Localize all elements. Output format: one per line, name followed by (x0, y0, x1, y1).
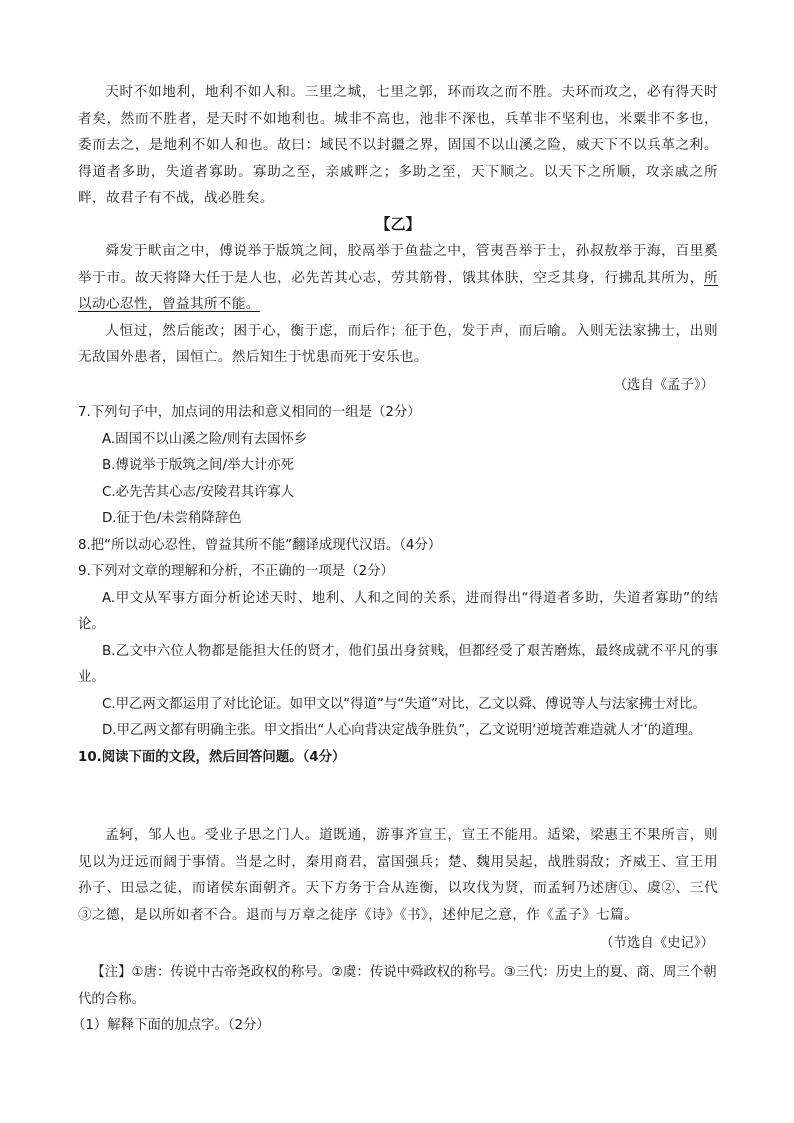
question-7-option-d: D.征于色/未尝稍降辞色 (102, 511, 242, 526)
passage-yi (78, 238, 718, 371)
passage-yi-paragraph-1 (78, 238, 718, 318)
question-10-sub-1 (72, 1013, 712, 1040)
passage-yi-paragraph-2: 人恒过，然后能改；困于心，衡于虑，而后作；征于色，发于声，而后喻。入则无法家拂士，出则无敌国外患者，国恒亡。然后知生于忧患而死于安乐也。 (78, 322, 718, 365)
question-9-option-b: B.乙文中六位人物都是能担大任的贤才，他们虽出身贫贱，但都经受了艰苦磨炼，最终成就不平凡的事业。 (78, 643, 718, 685)
question-7-option-b: B.傅说举于版筑之间/举大计亦死 (102, 458, 295, 473)
question-7 (78, 400, 718, 771)
annotation-note: 【注】①唐：传说中古帝尧政权的称号。②虞：传说中舜政权的称号。③三代：历史上的夏、商、周三个朝代的合称。 (78, 965, 717, 1007)
question-9-option-c: C.甲乙两文都运用了对比论证。如甲文以“得道”与“失道”对比，乙文以舜、傅说等人与法家拂士对比。 (102, 696, 706, 712)
question-9-stem: 9.下列对文章的理解和分析，不正确的一项是（2分） (78, 564, 394, 579)
question-7-option-a: A.固国不以山溪之险/则有去国怀乡 (102, 431, 308, 447)
question-10-sub-1-stem: （1）解释下面的加点字。（2分） (72, 1018, 270, 1033)
question-9-option-d: D.甲乙两文都有明确主张。甲文指出“人心向背决定战争胜负”，乙文说明‘逆境苦难造就人才’的道理。 (102, 723, 702, 738)
source-shiji: （节选自《史记》） (600, 936, 714, 951)
question-7-stem: 7.下列句子中，加点词的用法和意义相同的一组是（2分） (78, 405, 421, 420)
question-7-option-c: C.必先苦其心志/安陵君其许寡人 (102, 484, 295, 500)
source-mencius: （选自《孟子》） (613, 378, 714, 393)
passage-jia-paragraph: 天时不如地利，地利不如人和。三里之城，七里之郭，环而攻之而不胜。夫环而攻之，必有得天时者矣，然而不胜者，是天时不如地利也。城非不高也，池非不深也，兵革非不坚利也，米粟非不多也，委而去之，是地利不如人和也。故曰：域民不以封疆之界，固国不以山溪之险，威天下不以兵革之利。得道者多助，失道者寡助。寡助之至，亲戚畔之；多助之至，天下顺之。以天下之所顺，攻亲戚之所畔，故君子有不战，战必胜矣。 (78, 84, 718, 206)
passage-yi-heading: 【乙】 (375, 215, 421, 233)
question-8-stem: 8.把“所以动心忍性，曾益其所不能”翻译成现代汉语。（4分） (78, 537, 442, 553)
passage-jia (78, 79, 718, 212)
passage-shiji-paragraph: 孟轲，邹人也。受业子思之门人。道既通，游事齐宣王，宣王不能用。适梁，梁惠王不果所言，则见以为迂远而阔于事情。当是之时，秦用商君，富国强兵；楚、魏用吴起，战胜弱敌；齐威王、宣王用孙子、田忌之徒，而诸侯东面朝齐。天下方务于合从连衡，以攻伐为贤，而孟轲乃述唐①、虞②、三代③之德，是以所如者不合。退而与万章之徒序《诗》《书》，述仲尼之意，作《孟子》七篇。 (78, 827, 718, 923)
annotation-block (78, 960, 718, 1013)
question-9-option-a: A.甲文从军事方面分析论述天时、地利、人和之间的关系，进而得出“得道者多助，失道者寡助”的结论。 (78, 590, 718, 632)
question-10-stem: 10.阅读下面的文段，然后回答问题。（4分） (78, 749, 346, 765)
passage-shiji (78, 822, 718, 928)
passage-yi-main-text: 舜发于畎亩之中，傅说举于版筑之间，胶鬲举于鱼盐之中，管夷吾举于士，孙叔敖举于海，百里奚举于市。故天将降大任于是人也，必先苦其心志，劳其筋骨，饿其体肤，空乏其身，行拂乱其所为， (78, 243, 718, 286)
underlined-sentence: 所以动心忍性，曾益其所不能。 (78, 269, 718, 312)
